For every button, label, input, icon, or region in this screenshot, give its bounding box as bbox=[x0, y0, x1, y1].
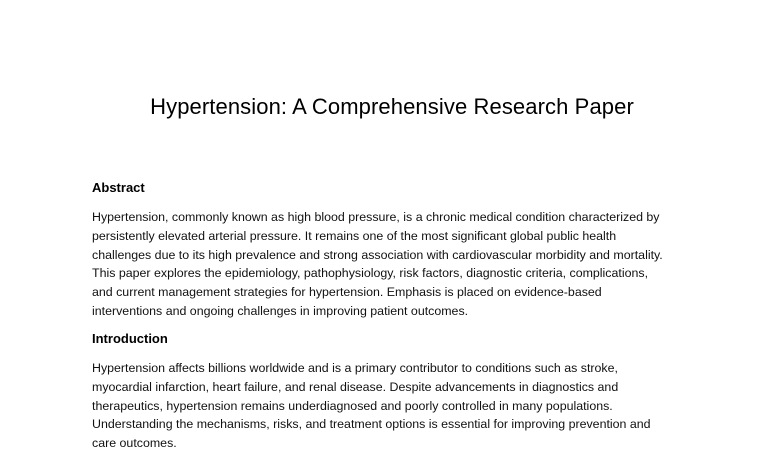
paragraph-line: therapeutics, hypertension remains underdiagnosed and poorly controlled in many populations. bbox=[92, 398, 613, 413]
paragraph-line: and current management strategies for hypertension. Emphasis is placed on evidence-based bbox=[92, 285, 602, 300]
paragraph-line: Hypertension, commonly known as high blood pressure, is a chronic medical condition characterized by bbox=[92, 210, 660, 224]
paragraph-line: challenges due to its high prevalence and strong association with cardiovascular morbidity and mortality. bbox=[92, 247, 663, 262]
paragraph-line: Hypertension affects billions worldwide and is a primary contributor to conditions such as stroke, bbox=[92, 361, 618, 375]
document-title: Hypertension: A Comprehensive Research Paper bbox=[150, 94, 634, 119]
paragraph-line: myocardial infarction, heart failure, and renal disease. Despite advancements in diagnostics and bbox=[92, 379, 619, 394]
section-heading-abstract: Abstract bbox=[92, 180, 145, 195]
paragraph-line: persistently elevated arterial pressure. It remains one of the most significant global public health bbox=[92, 228, 617, 243]
paragraph-line: interventions and ongoing challenges in improving patient outcomes. bbox=[92, 303, 469, 318]
paragraph-line: This paper explores the epidemiology, pathophysiology, risk factors, diagnostic criteria, complications, bbox=[92, 266, 649, 281]
section-heading-introduction: Introduction bbox=[92, 331, 168, 346]
paragraph-line: Understanding the mechanisms, risks, and treatment options is essential for improving prevention and bbox=[92, 417, 651, 432]
abstract-paragraph bbox=[92, 208, 702, 321]
paragraph-line: care outcomes. bbox=[92, 436, 177, 451]
introduction-paragraph bbox=[92, 359, 702, 453]
